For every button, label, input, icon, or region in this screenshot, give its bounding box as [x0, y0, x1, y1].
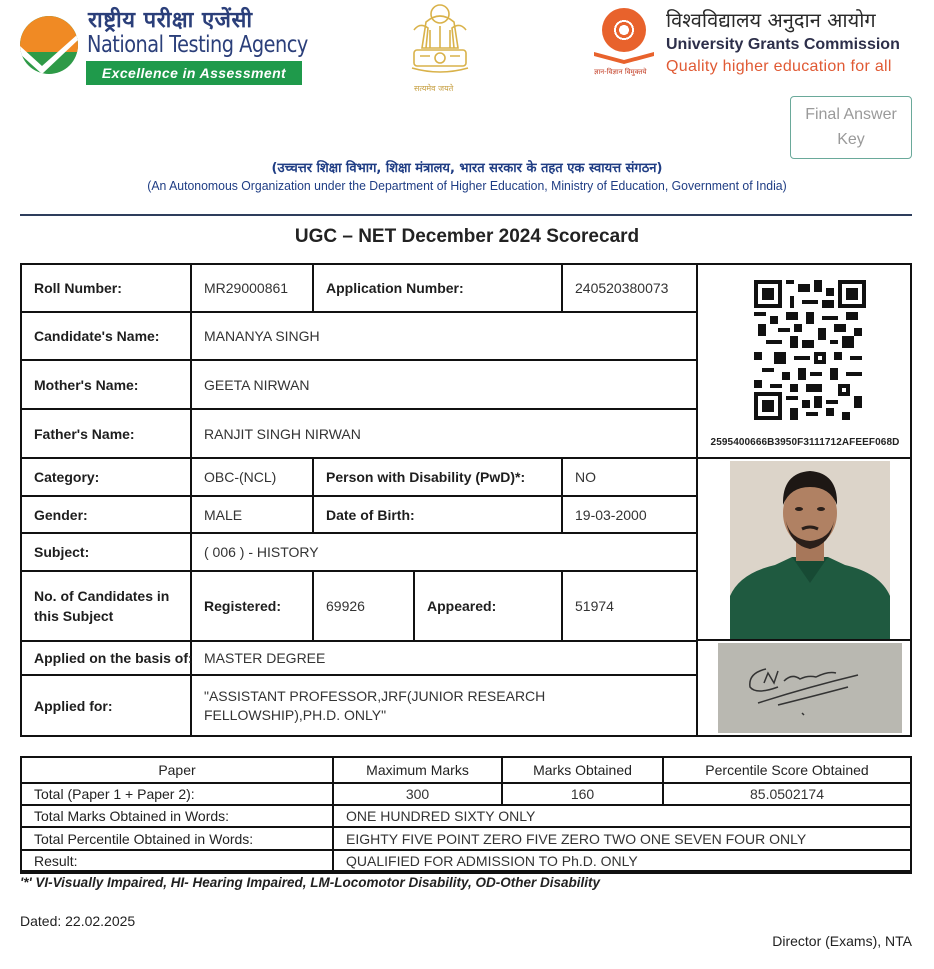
category-label: Category: — [22, 459, 192, 497]
nta-english-name: National Testing Agency — [87, 32, 308, 58]
father-name-label: Father's Name: — [22, 410, 192, 459]
result-value: QUALIFIED FOR ADMISSION TO Ph.D. ONLY — [334, 851, 912, 872]
header-divider — [20, 214, 912, 216]
nta-hindi-name: राष्ट्रीय परीक्षा एजेंसी — [88, 8, 253, 33]
total-percentile: 85.0502174 — [664, 784, 912, 806]
roll-number-value: MR29000861 — [192, 265, 314, 313]
candidate-name-value: MANANYA SINGH — [192, 313, 698, 361]
candidates-count-label: No. of Candidates in this Subject — [22, 572, 192, 642]
total-row-label: Total (Paper 1 + Paper 2): — [22, 784, 334, 806]
qr-code-panel — [698, 265, 912, 459]
emblem-caption: सत्यमेव जयते — [414, 84, 454, 93]
page-title: UGC – NET December 2024 Scorecard — [294, 226, 640, 247]
candidate-details-table — [20, 263, 912, 737]
subject-label: Subject: — [22, 534, 192, 572]
applied-for-label: Applied for: — [22, 676, 192, 735]
result-header-max-marks: Maximum Marks — [334, 758, 503, 784]
total-marks-obtained: 160 — [503, 784, 664, 806]
pwd-value: NO — [563, 459, 698, 497]
org-line-hindi: (उच्चत्तर शिक्षा विभाग, शिक्षा मंत्रालय, भारत सरकार के तहत एक स्वायत्त संगठन) — [271, 161, 663, 176]
ugc-english-name: University Grants Commission — [666, 36, 900, 53]
org-line-english: (An Autonomous Organization under the Department of Higher Education, Ministry of Education, Government of India) — [147, 179, 787, 193]
ugc-tagline: Quality higher education for all — [666, 58, 892, 75]
candidate-photo — [730, 461, 890, 639]
marks-words-label: Total Marks Obtained in Words: — [22, 806, 334, 828]
ugc-logo — [590, 6, 930, 86]
nta-logo — [18, 4, 308, 86]
dob-value: 19-03-2000 — [563, 497, 698, 534]
registered-label: Registered: — [192, 572, 314, 642]
father-name-value: RANJIT SINGH NIRWAN — [192, 410, 698, 459]
issue-date: Dated: 22.02.2025 — [20, 913, 136, 929]
qr-code-icon — [754, 280, 866, 420]
result-label: Result: — [22, 851, 334, 872]
pwd-footnote: '*' VI-Visually Impaired, HI- Hearing Impaired, LM-Locomotor Disability, OD-Other Disability — [20, 875, 601, 890]
result-header-marks-obtained: Marks Obtained — [503, 758, 664, 784]
qr-code-text: 2595400666B3950F3111712AFEEF068D — [710, 437, 900, 448]
application-number-label: Application Number: — [314, 265, 563, 313]
application-number-value: 240520380073 — [563, 265, 698, 313]
appeared-value: 51974 — [563, 572, 698, 642]
ugc-motto: ज्ञान-विज्ञान विमुक्तये — [594, 68, 647, 76]
subject-value: ( 006 ) - HISTORY — [192, 534, 698, 572]
ugc-wheel-icon — [602, 8, 646, 52]
gender-label: Gender: — [22, 497, 192, 534]
applied-for-value: "ASSISTANT PROFESSOR,JRF(JUNIOR RESEARCH FELLOWSHIP),PH.D. ONLY" — [192, 676, 698, 735]
signatory: Director (Exams), NTA — [772, 933, 912, 949]
basis-label: Applied on the basis of: — [22, 642, 192, 676]
result-header-percentile: Percentile Score Obtained — [664, 758, 912, 784]
total-max-marks: 300 — [334, 784, 503, 806]
dob-label: Date of Birth: — [314, 497, 563, 534]
ugc-hindi-name: विश्वविद्यालय अनुदान आयोग — [666, 8, 876, 32]
appeared-label: Appeared: — [415, 572, 563, 642]
candidate-photo-panel — [698, 459, 912, 641]
result-table — [20, 756, 912, 874]
registered-value: 69926 — [314, 572, 415, 642]
candidate-name-label: Candidate's Name: — [22, 313, 192, 361]
result-header-paper: Paper — [22, 758, 334, 784]
mother-name-value: GEETA NIRWAN — [192, 361, 698, 410]
mother-name-label: Mother's Name: — [22, 361, 192, 410]
candidate-signature — [718, 643, 902, 733]
percentile-words-label: Total Percentile Obtained in Words: — [22, 828, 334, 851]
candidate-signature-panel — [698, 641, 912, 735]
final-answer-key-button[interactable]: Final Answer Key — [790, 96, 912, 159]
nta-checkmark-icon — [20, 16, 78, 74]
ugc-book-icon — [592, 50, 656, 64]
nta-tagline: Excellence in Assessment — [86, 61, 302, 85]
roll-number-label: Roll Number: — [22, 265, 192, 313]
gender-value: MALE — [192, 497, 314, 534]
pwd-label: Person with Disability (PwD)*: — [314, 459, 563, 497]
category-value: OBC-(NCL) — [192, 459, 314, 497]
basis-value: MASTER DEGREE — [192, 642, 698, 676]
national-emblem-icon — [404, 0, 476, 96]
percentile-words-value: EIGHTY FIVE POINT ZERO FIVE ZERO TWO ONE SEVEN FOUR ONLY — [334, 828, 912, 851]
marks-words-value: ONE HUNDRED SIXTY ONLY — [334, 806, 912, 828]
